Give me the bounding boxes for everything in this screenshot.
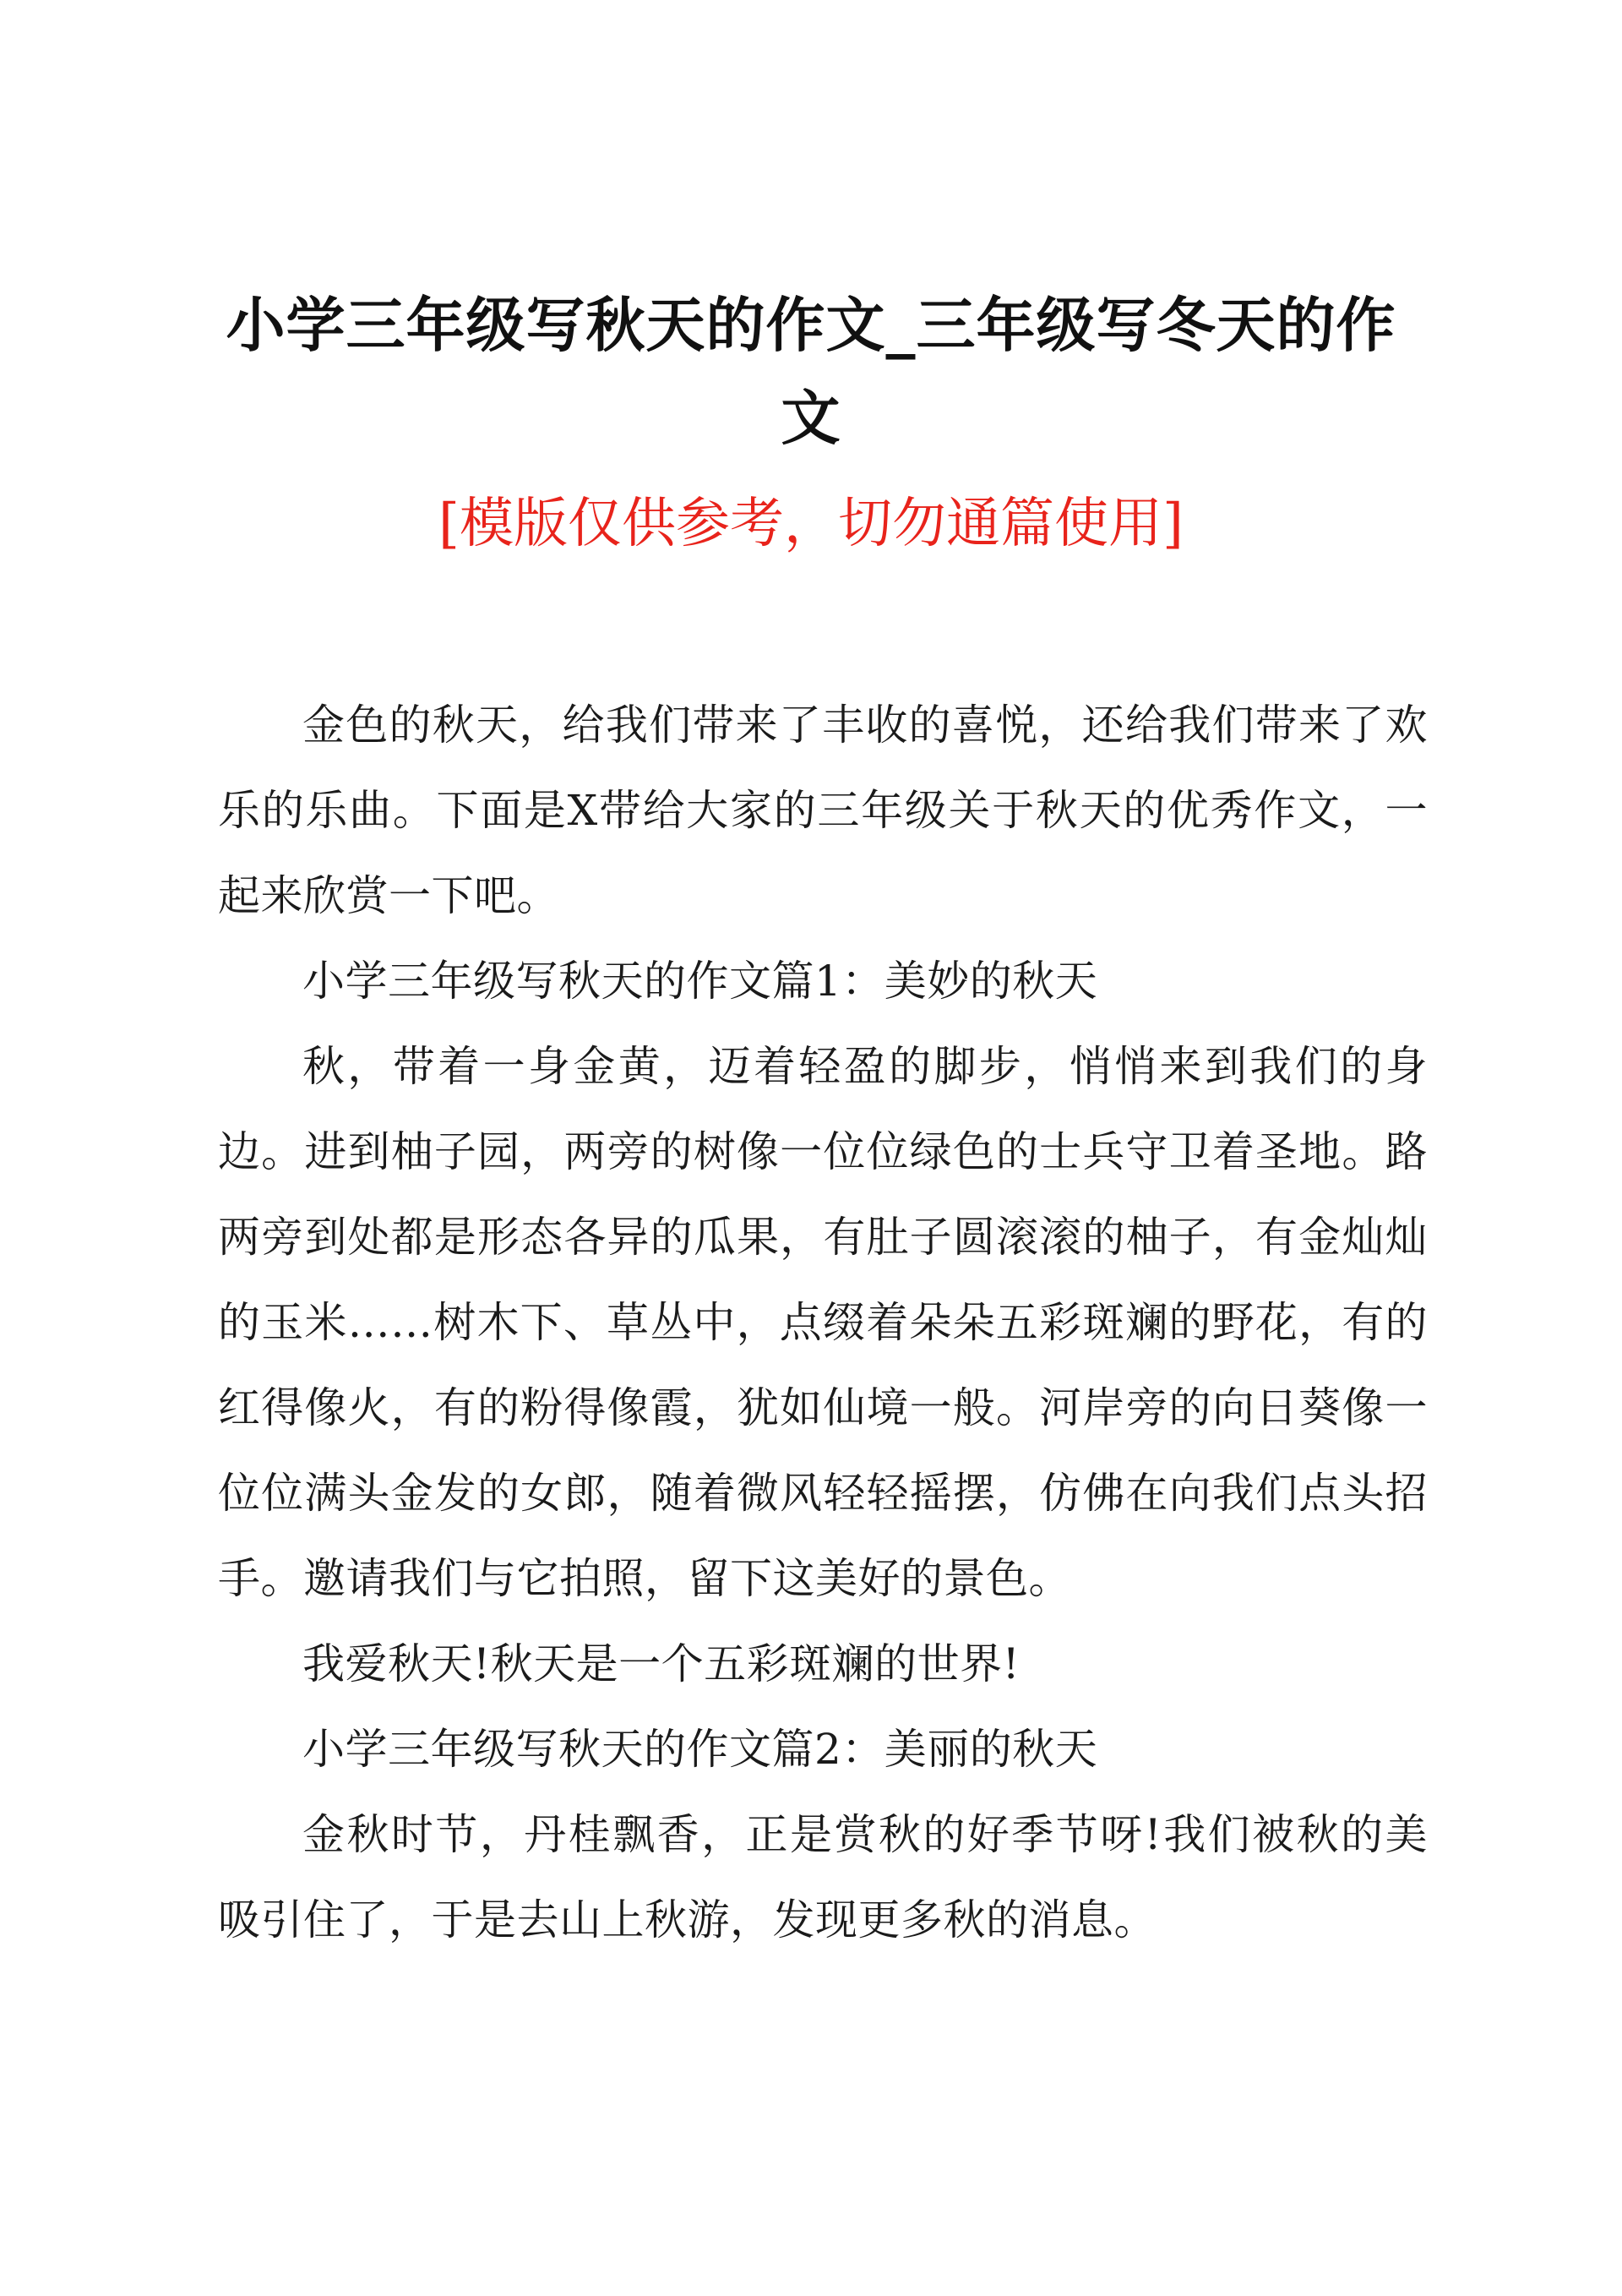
section-2-paragraph: 金秋时节，丹桂飘香，正是赏秋的好季节呀!我们被秋的美吸引住了，于是去山上秋游，发现更多秋的消息。 (218, 1810, 1428, 1944)
intro-paragraph: 金色的秋天，给我们带来了丰收的喜悦，还给我们带来了欢乐的乐曲。下面是X带给大家的三年级关于秋天的优秀作文，一起来欣赏一下吧。 (218, 701, 1428, 920)
section-heading-1: 小学三年级写秋天的作文篇1：美妙的秋天 (302, 957, 1098, 1006)
document-title: 小学三年级写秋天的作文_三年级写冬天的作文 (226, 290, 1396, 453)
document-body (218, 683, 1428, 1963)
section-1-paragraph: 秋，带着一身金黄，迈着轻盈的脚步，悄悄来到我们的身边。进到柚子园，两旁的树像一位位绿色的士兵守卫着圣地。路两旁到处都是形态各异的瓜果，有肚子圆滚滚的柚子，有金灿灿的玉米……树木下、草丛中，点缀着朵朵五彩斑斓的野花，有的红得像火，有的粉得像霞，犹如仙境一般。河岸旁的向日葵像一位位满头金发的女郎，随着微风轻轻摇摆，仿佛在向我们点头招手。邀请我们与它拍照，留下这美好的景色。 (218, 1042, 1428, 1603)
section-heading-2: 小学三年级写秋天的作文篇2：美丽的秋天 (302, 1725, 1098, 1774)
template-notice: [模版仅供参考，切勿通篇使用] (438, 493, 1184, 555)
section-1-closing: 我爱秋天!秋天是一个五彩斑斓的世界! (302, 1639, 1021, 1688)
